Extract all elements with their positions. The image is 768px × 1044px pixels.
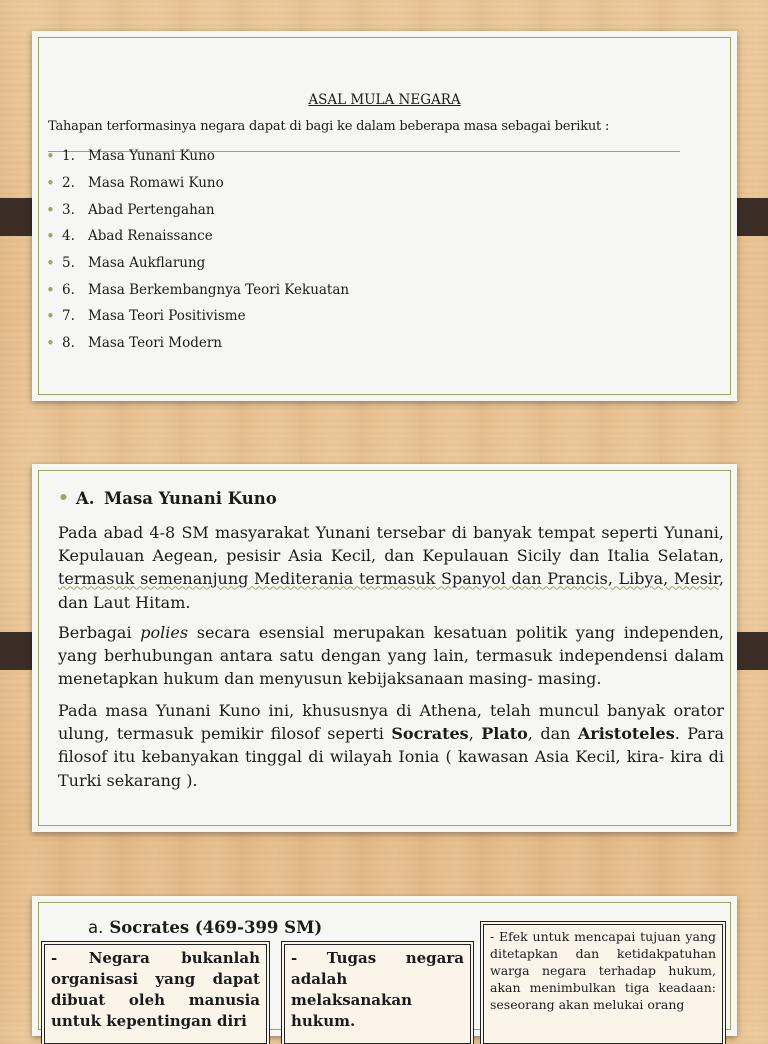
list-number: 6. bbox=[62, 281, 75, 298]
philosopher-name: Plato bbox=[481, 724, 528, 744]
philosopher-name: Socrates bbox=[391, 724, 469, 744]
heading-text: Masa Yunani Kuno bbox=[104, 488, 277, 508]
list-number: 7. bbox=[62, 308, 75, 325]
list-text: Abad Pertengahan bbox=[88, 201, 215, 218]
list-number: 8. bbox=[62, 335, 75, 352]
paragraph-text: . Para filosof itu kebanyakan tinggal di wilayah Ionia ( kawasan Asia Kecil, kira- kira di Turki sekarang ). bbox=[58, 724, 725, 790]
list-text: Masa Berkembangnya Teori Kekuatan bbox=[88, 281, 350, 298]
bullet-icon: • bbox=[46, 200, 55, 219]
philosopher-name: Aristoteles bbox=[577, 724, 675, 744]
paragraph-text: , dan Laut Hitam. bbox=[58, 569, 724, 612]
paragraph bbox=[58, 699, 724, 792]
heading-letter: a. bbox=[88, 918, 104, 937]
bullet-icon: • bbox=[46, 280, 55, 299]
bullet-icon: • bbox=[46, 334, 55, 353]
bullet-icon: • bbox=[58, 488, 69, 508]
list-text: Masa Romawi Kuno bbox=[88, 175, 224, 192]
heading-text: Socrates (469-399 SM) bbox=[109, 918, 323, 937]
list-item bbox=[46, 330, 349, 357]
paragraph-text: , dan bbox=[527, 724, 578, 744]
slide-title: ASAL MULA NEGARA bbox=[308, 92, 461, 108]
list-number: 1. bbox=[62, 148, 75, 165]
list-text: Masa Teori Modern bbox=[88, 335, 223, 352]
italic-term: polies bbox=[140, 623, 189, 642]
list-item bbox=[46, 250, 349, 277]
list-item bbox=[46, 196, 349, 223]
paragraph-text: Berbagai bbox=[58, 623, 141, 642]
slide-intro: Tahapan terformasinya negara dapat di bagi ke dalam beberapa masa sebagai berikut : bbox=[48, 119, 610, 134]
heading-number: A. bbox=[76, 488, 95, 508]
stage-list bbox=[46, 143, 349, 357]
list-item bbox=[46, 223, 349, 250]
list-item bbox=[46, 143, 349, 170]
paragraph-text: secara esensial merupakan kesatuan politik yang independen, yang berhubungan antara satu dengan yang lain, termasuk independensi dalam menetapkan hukum dan menyusun kebijaksanaan masing- masing. bbox=[58, 623, 725, 689]
paragraph bbox=[58, 621, 724, 691]
bullet-icon: • bbox=[46, 307, 55, 326]
section-heading bbox=[88, 918, 322, 937]
list-text: Masa Aukflarung bbox=[88, 255, 206, 272]
slide-masa-yunani-kuno bbox=[32, 464, 737, 832]
slide-socrates bbox=[32, 896, 737, 1036]
list-text: Abad Renaissance bbox=[88, 228, 213, 245]
list-number: 5. bbox=[62, 255, 75, 272]
paragraph-text: Pada abad 4-8 SM masyarakat Yunani tersebar di banyak tempat seperti Yunani, Kepulauan Aegean, pesisir Asia Kecil, dan Kepulauan Sicily dan Italia Selatan, bbox=[58, 523, 724, 566]
paragraph-text: Pada masa Yunani Kuno ini, khususnya di Athena, telah muncul banyak orator ulung, termasuk pemikir filosof seperti bbox=[58, 701, 724, 744]
list-text: Masa Teori Positivisme bbox=[88, 308, 246, 325]
list-number: 2. bbox=[62, 175, 75, 192]
text-box: - Negara bukanlah organisasi yang dapat dibuat oleh manusia untuk kepentingan diri bbox=[44, 944, 267, 1044]
bullet-icon: • bbox=[46, 254, 55, 273]
list-number: 4. bbox=[62, 228, 75, 245]
paragraph-text: , bbox=[468, 724, 482, 744]
underlined-text: termasuk semenanjung Mediterania termasuk Spanyol dan Prancis, Libya, Mesir bbox=[58, 569, 719, 589]
list-item bbox=[46, 276, 349, 303]
list-item bbox=[46, 303, 349, 330]
list-text: Masa Yunani Kuno bbox=[88, 148, 215, 165]
list-item bbox=[46, 170, 349, 197]
paragraph bbox=[58, 521, 724, 614]
text-box: - Efek untuk mencapai tujuan yang ditetapkan dan ketidakpatuhan warga negara terhadap hukum, akan menimbulkan tiga keadaan: seseorang akan melukai orang bbox=[483, 924, 723, 1044]
text-box: - Tugas negara adalah melaksanakan hukum. bbox=[284, 944, 471, 1044]
section-heading bbox=[58, 488, 277, 508]
bullet-icon: • bbox=[46, 227, 55, 246]
bullet-icon: • bbox=[46, 147, 55, 166]
slide-asal-mula-negara bbox=[32, 31, 737, 401]
list-number: 3. bbox=[62, 201, 75, 218]
bullet-icon: • bbox=[46, 174, 55, 193]
